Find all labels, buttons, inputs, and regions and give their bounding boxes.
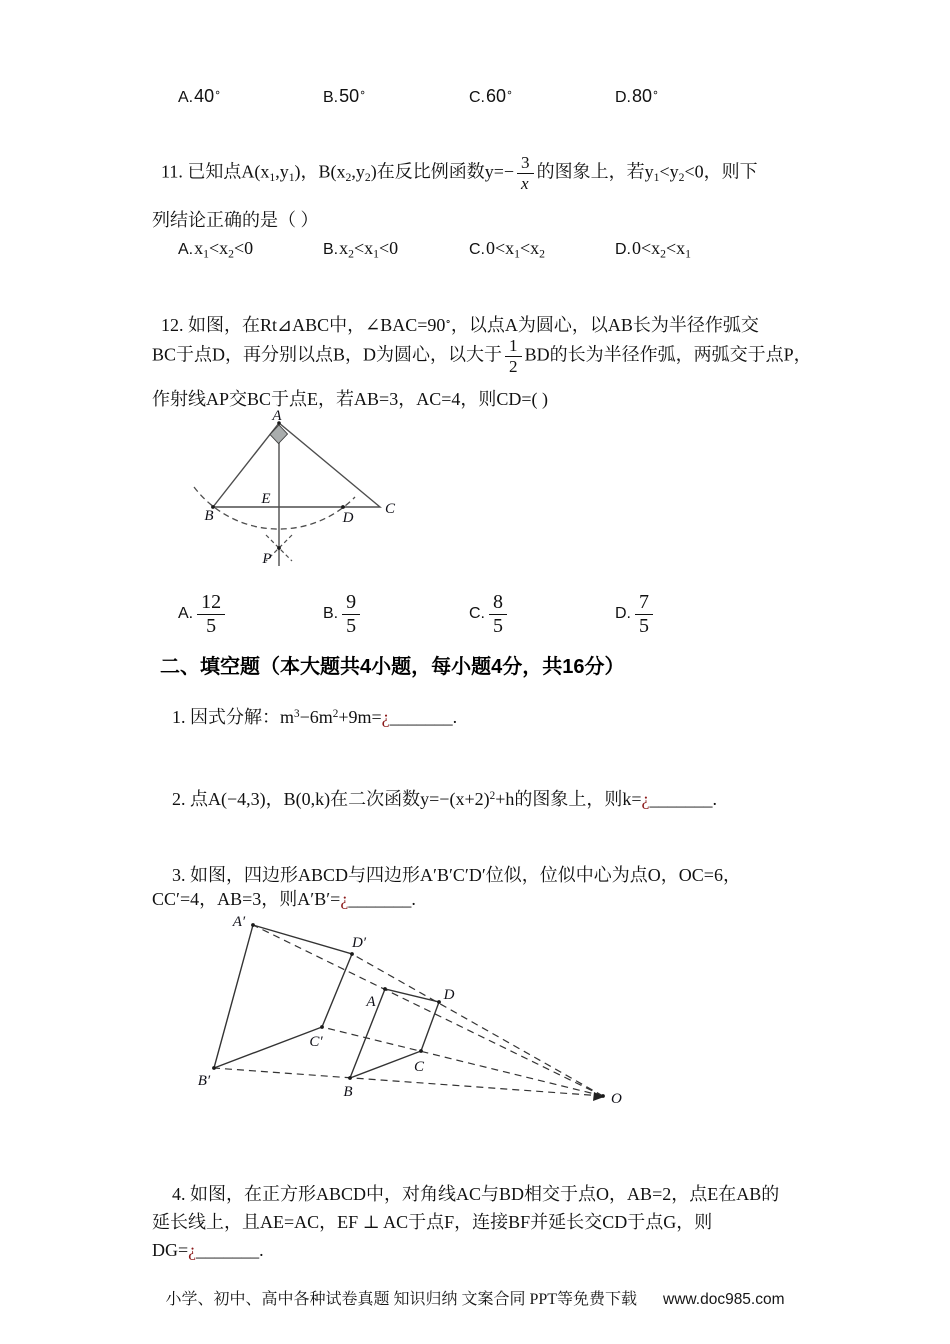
q12-line-3: 作射线AP交BC于点E，若AB=3，AC=4，则CD=( ) [152,389,549,409]
label-c: C [413,1059,425,1075]
q10-option-b: B.50∘ [323,86,367,107]
footer-url-link[interactable]: www.doc985.com [663,1291,785,1308]
q12-option-d: D. $\frac{7}{5}$ [615,586,656,642]
label-c: C [384,501,396,517]
point-d [437,1000,441,1004]
label-b-prime: B′ [197,1073,211,1089]
arc-radius-ab [194,487,355,529]
fill2-line: 2. 点A(−4,3)，B(0,k)在二次函数$y=-(x+2)^2+h$的图象上，则k=¿_______. [172,789,717,810]
q11-option-d: $D.0<x_2<x_1$ [615,238,691,261]
label-b: B [343,1084,353,1100]
point-b-prime [212,1066,216,1070]
q11-option-b: $B.x_2<x_1<0$ [323,238,399,261]
label-o: O [611,1091,622,1107]
q11-option-c: $C.0<x_1<x_2$ [469,238,545,261]
q10-option-d: D.80∘ [615,86,660,107]
q12-option-a: A. $\frac{12}{5}$ [178,586,228,642]
footer-text: 小学、初中、高中各种试卷真题 知识归纳 文案合同 PPT等免费下载 [165,1291,638,1308]
point-b [348,1076,352,1080]
point-c-prime [320,1025,324,1029]
fill3-figure [195,914,640,1116]
point-p [277,546,281,550]
label-p: P [262,551,272,567]
ray-o-dprime [352,954,603,1096]
quad-a1b1c1d1 [214,925,352,1068]
fill3-line-2: CC′=4，AB=3，则A′B′=¿_______. [152,889,416,909]
q12-option-c: C. $\frac{8}{5}$ [469,586,510,642]
point-c [419,1049,423,1053]
point-d-prime [350,952,354,956]
q12-option-b: B. $\frac{9}{5}$ [323,586,363,642]
label-a: A [366,994,376,1010]
label-a: A [272,408,282,424]
triangle-abc [213,423,380,507]
fill3-line-1: 3. 如图，四边形ABCD与四边形A′B′C′D′位似，位似中心为点O，OC=6， [172,865,741,885]
label-d-prime: D′ [351,935,367,951]
label-d: D [443,987,455,1003]
label-e: E [261,491,271,507]
fill4-line-1: 4. 如图，在正方形ABCD中，对角线AC与BD相交于点O，AB=2，点E在AB的 [172,1184,780,1204]
point-a-prime [251,923,255,927]
quad-abcd [350,989,439,1078]
q11-line-2: 列结论正确的是（ ） [152,210,319,230]
q12-figure [190,406,412,578]
section-2-header: 二、填空题（本大题共4小题，每小题4分，共16分） [160,656,625,678]
page-footer [0,1286,950,1309]
q10-option-c: C.60∘ [469,86,514,107]
point-o [601,1094,605,1098]
ray-o-cprime [322,1027,603,1096]
q11-option-a: $A.x_1<x_2<0$ [178,238,254,261]
point-d [341,505,345,509]
label-c-prime: C′ [309,1034,323,1050]
label-d: D [342,510,354,526]
fill4-line-2: 延长线上，且AE=AC，EF ⊥ AC于点F，连接BF并延长交CD于点G，则 [152,1212,713,1232]
q12-line-2: BC于点D，再分别以点B，D为圆心，以大于 $\frac{1}{2}$ BD的长为半径作弧，两弧交于点P， [152,336,812,377]
fill4-line-3: DG=¿_______. [152,1240,264,1260]
fill1-line: 1. 因式分解：$m^3-6m^2+9m=¿\_\_\_\_\_\_\_$. [172,707,458,728]
q10-option-a: A.40∘ [178,86,222,107]
q12-line-1: 12. 如图，在Rt⊿ABC中，∠BAC=90∘，以点A为圆心，以AB长为半径作弧交 [161,315,759,336]
point-a [383,987,387,991]
label-a-prime: A′ [232,914,246,930]
label-b: B [204,508,214,524]
ray-o-aprime [253,925,603,1096]
q11-line-1: 11. 已知点$A(x_1,y_1)$，$B(x_2,y_2)$在反比例函数y=− $\frac{3}{x}$ 的图象上，若$y_1<y_2<0$，则下 [161,153,758,194]
